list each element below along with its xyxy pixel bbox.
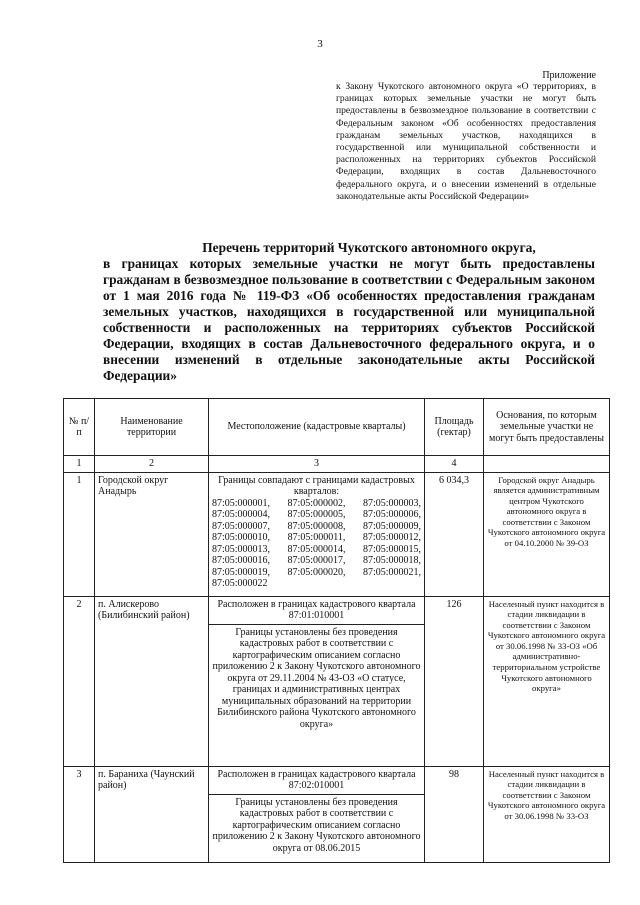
- territory-location: [209, 472, 425, 596]
- column-number: 4: [425, 456, 484, 473]
- table-header-row: [64, 399, 610, 456]
- header-area: Площадь (гектар): [425, 399, 484, 456]
- header-name: Наименование территории: [95, 399, 209, 456]
- territory-area: 98: [425, 766, 484, 862]
- territory-name: Городской округ Анадырь: [95, 472, 209, 596]
- header-location: Местоположение (кадастровые кварталы): [209, 399, 425, 456]
- header-num: № п/п: [64, 399, 95, 456]
- territory-location: [209, 766, 425, 862]
- document-title-rest: в границах которых земельные участки не могут быть предоставлены гражданам в безвозмездное пользование в соответствии с Федеральным законом от 1 мая 2016 года № 119-ФЗ «Об особенностях предоставления гражданам земельных участков, находящихся в государственной или муниципальной собственности и расположенных на территориях субъектов Российской Федерации, входящих в состав Дальневосточного федерального округа, и о внесении изменений в отдельные законодательные акты Российской Федерации»: [103, 256, 595, 383]
- column-number-row: [64, 456, 610, 473]
- column-number: 1: [64, 456, 95, 473]
- location-intro: Границы совпадают с границами кадастровых кварталов:: [218, 474, 415, 497]
- page-number: 3: [317, 38, 323, 50]
- territory-location: [209, 596, 425, 766]
- territory-basis: Городской округ Анадырь является административным центром Чукотского автономного округа в соответствии с Законом Чукотского автономного округа от 04.10.2000 № 39-ОЗ: [484, 472, 610, 596]
- table-row: [64, 766, 610, 862]
- territory-name: п. Алискерово (Билибинский район): [95, 596, 209, 766]
- header-basis: Основания, по которым земельные участки не могут быть предоставлены: [484, 399, 610, 456]
- location-detail: Границы установлены без проведения кадастровых работ в соответствии с картографическим описанием согласно приложению 2 к Закону Чукотского автономного округа от 29.11.2004 № 43-ОЗ «О статусе, границах и административных центрах муниципальных образований на территории Билибинского района Чукотского автономного округа»: [212, 626, 421, 730]
- territory-basis: Населенный пункт находится в стадии ликвидации в соответствии с Законом Чукотского автономного округа от 30.06.1998 № 33-ОЗ «Об административно-территориальном устройстве Чукотского автономного округа»: [484, 596, 610, 766]
- location-intro: Расположен в границах кадастрового квартала 87:02:010001: [209, 769, 424, 795]
- cadastral-code-last: 87:05:000022: [212, 578, 268, 589]
- cadastral-codes: 87:05:000001, 87:05:000002, 87:05:000003, 87:05:000004, 87:05:000005, 87:05:000006, 87:05:000007, 87:05:000008, 87:05:000009, 87:05:000010, 87:05:000011, 87:05:000012, 87:05:000013, 87:05:000014, 87:05:000015, 87:05:000016, 87:05:000017, 87:05:000018, 87:05:000019, 87:05:000020, 87:05:000021,: [212, 497, 421, 578]
- column-number: 2: [95, 456, 209, 473]
- location-intro: Расположен в границах кадастрового квартала 87:01:010001: [209, 599, 424, 625]
- territory-area: 126: [425, 596, 484, 766]
- row-number: 3: [64, 766, 95, 862]
- row-number: 1: [64, 472, 95, 596]
- column-number: [484, 456, 610, 473]
- document-title: [103, 240, 595, 384]
- territory-name: п. Бараниха (Чаунский район): [95, 766, 209, 862]
- appendix-text: к Закону Чукотского автономного округа «О территориях, в границах которых земельные участки не могут быть предоставлены в безвозмездное пользование в соответствии с Федеральным законом «Об особенностях предоставления гражданам земельных участков, находящихся в государственной или муниципальной собственности и расположенных на территориях субъектов Российской Федерации, входящих в состав Дальневосточного федерального округа, и о внесении изменений в отдельные законодательные акты Российской Федерации»: [336, 81, 596, 202]
- appendix-title: Приложение: [542, 70, 596, 81]
- location-detail: Границы установлены без проведения кадастровых работ в соответствии с картографическим описанием согласно приложению 2 к Закону Чукотского автономного округа от 08.06.2015: [212, 796, 421, 854]
- territory-area: 6 034,3: [425, 472, 484, 596]
- document-title-line1: Перечень территорий Чукотского автономного округа,: [202, 240, 536, 255]
- territories-table: [63, 398, 610, 863]
- table-row: [64, 596, 610, 766]
- table-row: [64, 472, 610, 596]
- row-number: 2: [64, 596, 95, 766]
- column-number: 3: [209, 456, 425, 473]
- territory-basis: Населенный пункт находится в стадии ликвидации в соответствии с Законом Чукотского автономного округа от 30.06.1998 № 33-ОЗ: [484, 766, 610, 862]
